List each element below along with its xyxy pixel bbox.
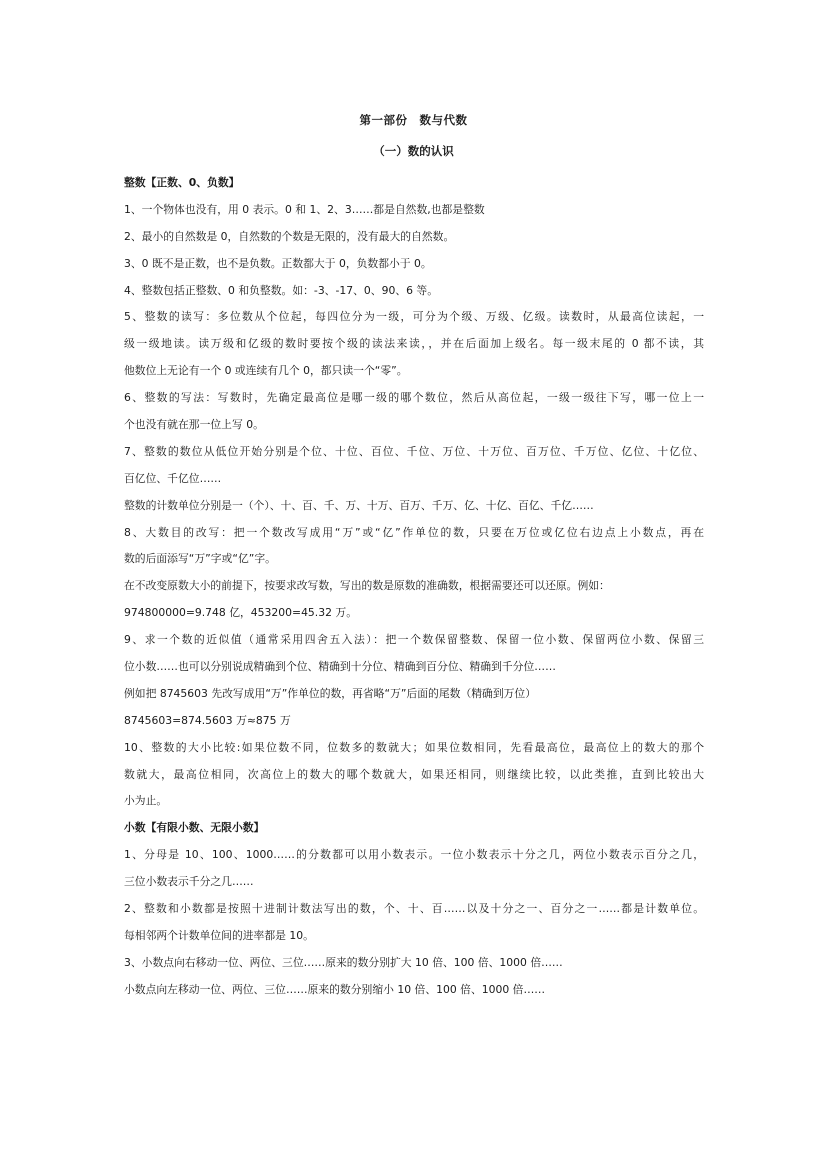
text-line: 9、求一个数的近似值（通常采用四舍五入法）：把一个数保留整数、保留一位小数、保留两位小数、保留三 — [124, 633, 704, 647]
text-line: 974800000=9.748 亿，453200=45.32 万。 — [124, 606, 358, 620]
section-title: （一）数的认识 — [373, 144, 454, 158]
text-line: 个也没有就在那一位上写 0。 — [124, 418, 264, 432]
section-heading: 小数【有限小数、无限小数】 — [124, 821, 265, 835]
section-heading: 整数【正数、0、负数】 — [124, 176, 240, 189]
text-line: 4、整数包括正整数、0 和负整数。如：-3、-17、0、90、6 等。 — [124, 283, 439, 297]
text-line: 例如把 8745603 先改写成用“万”作单位的数，再省略“万”后面的尾数（精确到万位） — [124, 686, 537, 700]
text-line: 3、小数点向右移动一位、两位、三位……原来的数分别扩大 10 倍、100 倍、1000 倍…… — [124, 955, 563, 969]
text-line: 级一级地读。读万级和亿级的数时要按个级的读法来读，，并在后面加上级名。每一级末尾的 0 都不读，其 — [124, 337, 704, 351]
text-line: 数的后面添写“万”字或“亿”字。 — [124, 552, 276, 566]
text-line: 百亿位、千亿位…… — [124, 471, 222, 485]
text-line: 6、整数的写法：写数时，先确定最高位是哪一级的哪个数位，然后从高位起，一级一级往下写，哪一位上一 — [124, 391, 704, 405]
text-line: 位小数……也可以分别说成精确到个位、精确到十分位、精确到百分位、精确到千分位…… — [124, 660, 556, 674]
text-line: 数就大，最高位相同，次高位上的数大的哪个数就大，如果还相同，则继续比较，以此类推，直到比较出大 — [124, 767, 704, 781]
text-line: 1、一个物体也没有，用 0 表示。0 和 1、2、3……都是自然数,也都是整数 — [124, 202, 485, 216]
text-line: 小数点向左移动一位、两位、三位……原来的数分别缩小 10 倍、100 倍、1000 倍…… — [124, 982, 546, 996]
text-line: 3、0 既不是正数，也不是负数。正数都大于 0，负数都小于 0。 — [124, 256, 432, 270]
document-body — [124, 170, 704, 1004]
text-line: 每相邻两个计数单位间的进率都是 10。 — [124, 928, 314, 942]
text-line: 8、大数目的改写：把一个数改写成用“万”或“亿”作单位的数，只要在万位或亿位右边点上小数点，再在 — [124, 525, 704, 539]
text-line: 5、整数的读写：多位数从个位起，每四位分为一级，可分为个级、万级、亿级。读数时，从最高位读起，一 — [124, 310, 704, 324]
text-line: 2、整数和小数都是按照十进制计数法写出的数，个、十、百……以及十分之一、百分之一……都是计数单位。 — [124, 902, 704, 916]
text-line: 整数的计数单位分别是一（个）、十、百、千、万、十万、百万、千万、亿、十亿、百亿、千亿…… — [124, 498, 594, 512]
part-title: 第一部份 数与代数 — [359, 113, 468, 127]
text-line: 小为止。 — [124, 794, 168, 808]
text-line: 8745603=874.5603 万≈875 万 — [124, 713, 291, 727]
text-line: 1、分母是 10、100、1000……的分数都可以用小数表示。一位小数表示十分之几，两位小数表示百分之几， — [124, 848, 704, 862]
text-line: 2、最小的自然数是 0，自然数的个数是无限的，没有最大的自然数。 — [124, 229, 455, 243]
text-line: 他数位上无论有一个 0 或连续有几个 0，都只读一个“零”。 — [124, 364, 408, 378]
text-line: 在不改变原数大小的前提下，按要求改写数，写出的数是原数的准确数，根据需要还可以还原。例如： — [124, 579, 610, 593]
text-line: 7、整数的数位从低位开始分别是个位、十位、百位、千位、万位、十万位、百万位、千万位、亿位、十亿位、 — [124, 444, 704, 458]
text-line: 三位小数表示千分之几…… — [124, 875, 254, 889]
text-line: 10、整数的大小比较:如果位数不同，位数多的数就大；如果位数相同，先看最高位，最高位上的数大的那个 — [124, 740, 704, 754]
